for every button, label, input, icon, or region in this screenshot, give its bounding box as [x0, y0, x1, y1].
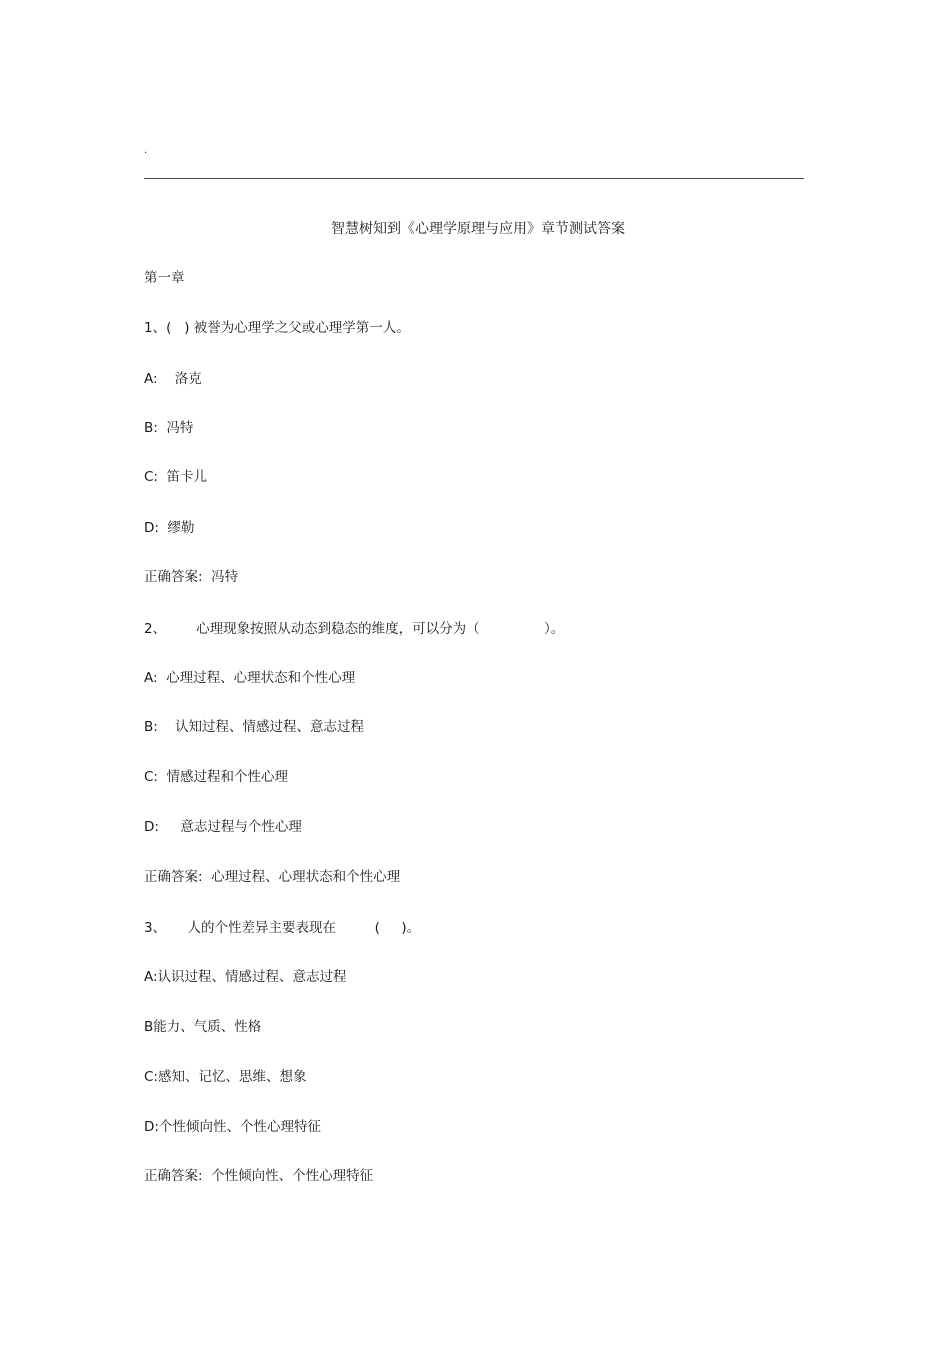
question-1-option-c: C: 笛卡儿 [144, 469, 208, 485]
question-3-answer: 正确答案: 个性倾向性、个性心理特征 [144, 1168, 374, 1184]
question-2-stem: 2、 心理现象按照从动态到稳态的维度，可以分为（ ）。 [144, 621, 565, 637]
question-3-stem: 3、 人的个性差异主要表现在 ( )。 [144, 920, 421, 936]
question-1-answer: 正确答案: 冯特 [144, 569, 239, 585]
question-2-option-d: D: 意志过程与个性心理 [144, 819, 302, 835]
question-1-option-d: D: 缪勒 [144, 520, 195, 536]
question-1-stem: 1、( ) 被誉为心理学之父或心理学第一人。 [144, 320, 410, 336]
question-3-option-c: C:感知、记忆、思维、想象 [144, 1069, 307, 1085]
question-3-option-a: A:认识过程、情感过程、意志过程 [144, 969, 347, 985]
question-2-answer: 正确答案: 心理过程、心理状态和个性心理 [144, 869, 401, 885]
chapter-heading: 第一章 [144, 270, 185, 286]
question-1-option-b: B: 冯特 [144, 420, 194, 436]
question-2-option-a: A: 心理过程、心理状态和个性心理 [144, 670, 356, 686]
question-2-option-c: C: 情感过程和个性心理 [144, 769, 289, 785]
header-mark: . [144, 145, 148, 156]
question-1-option-a: A: 洛克 [144, 371, 202, 387]
question-2-option-b: B: 认知过程、情感过程、意志过程 [144, 719, 364, 735]
document-title: 智慧树知到《心理学原理与应用》章节测试答案 [331, 221, 625, 237]
question-3-option-d: D:个性倾向性、个性心理特征 [144, 1119, 321, 1135]
question-3-option-b: B能力、气质、性格 [144, 1019, 262, 1035]
header-rule [144, 178, 804, 179]
